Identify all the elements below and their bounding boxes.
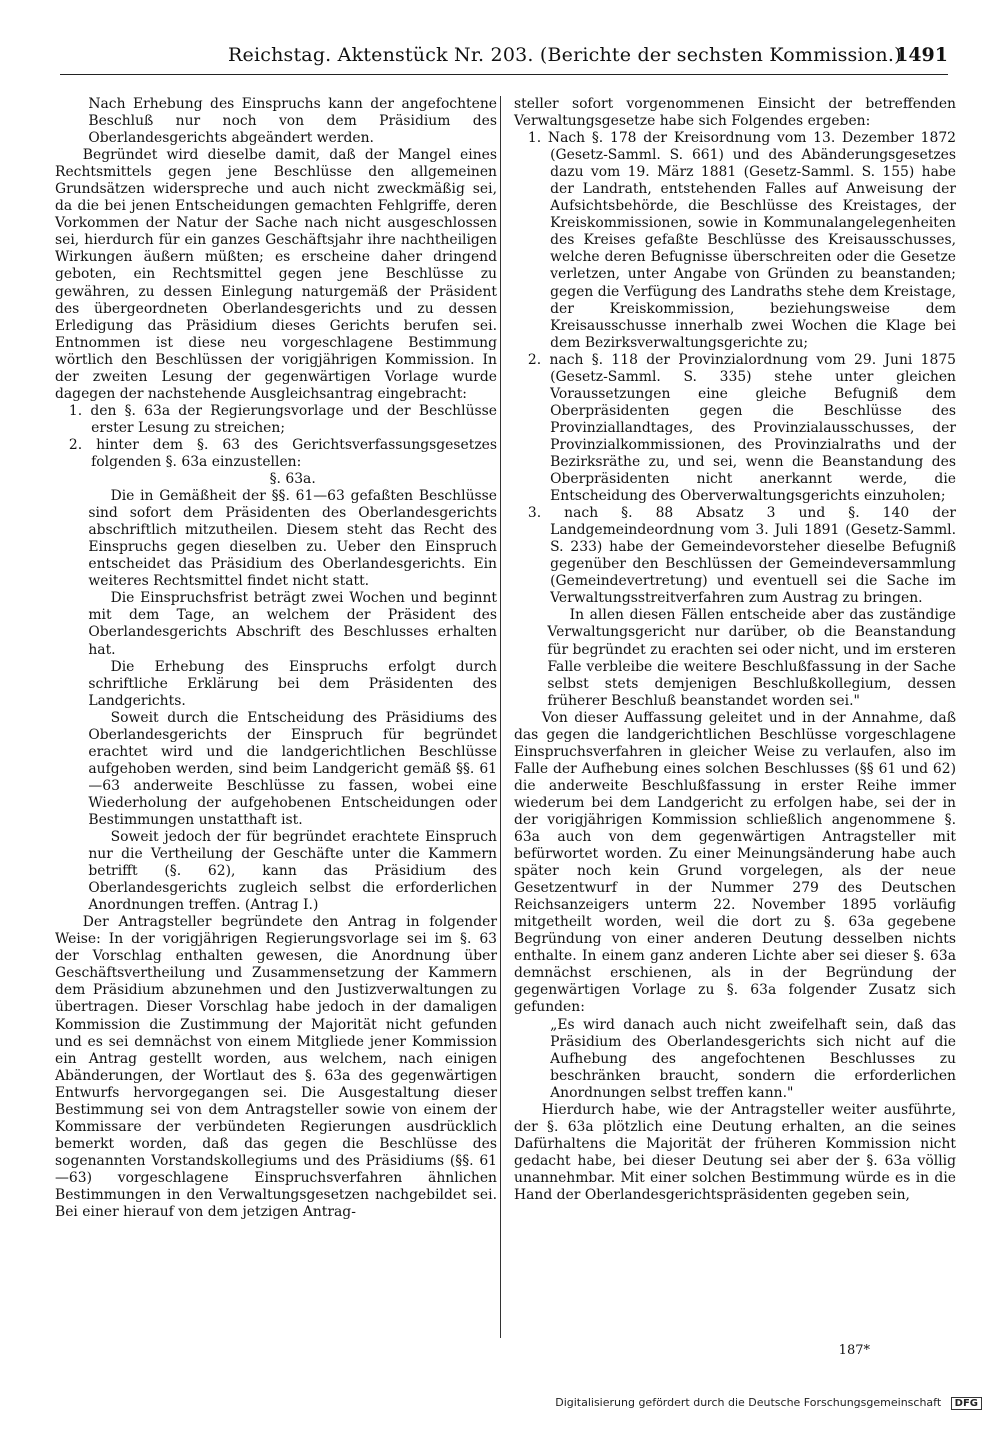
left-column <box>55 96 497 1221</box>
column-divider <box>500 96 501 1338</box>
sheet-signature: 187* <box>838 1343 870 1358</box>
paragraph: steller sofort vorgenommenen Einsicht der betreffenden Verwaltungsgesetze habe sich Folgendes ergeben: <box>514 96 956 130</box>
digitization-credit <box>555 1396 982 1410</box>
credit-text: Digitalisierung gefördert durch die Deutsche Forschungsgemeinschaft <box>555 1396 942 1409</box>
paragraph: Nach Erhebung des Einspruchs kann der angefochtene Beschluß nur noch von dem Präsidium des Oberlandesgerichts abgeändert werden. <box>88 96 497 147</box>
list-item: 1. den §. 63a der Regierungsvorlage und der Beschlüsse erster Lesung zu streichen; <box>68 402 497 436</box>
dfg-logo-icon: DFG <box>951 1397 982 1410</box>
list-item: 2. nach §. 118 der Provinzialordnung vom 29. Juni 1875 (Gesetz-Samml. S. 335) stehe unter gleichen Voraussetzungen eine gleiche Befugniß dem Oberpräsidenten gegen die Beschlüsse des Provinziallandtages, des Provinzialausschusses, der Provinzialkommissionen, des Provinzialraths und der Bezirksräthe zu, und sei, wenn die Beanstandung des Oberpräsidenten nicht anerkannt werde, die Entscheidung des Oberverwaltungsgerichts einzuholen; <box>527 351 956 505</box>
paragraph: Die Erhebung des Einspruchs erfolgt durch schriftliche Erklärung bei dem Präsidenten des Landgerichts. <box>88 658 497 709</box>
right-column <box>514 96 956 1204</box>
page-title: Reichstag. Aktenstück Nr. 203. (Berichte der sechsten Kommission.) <box>228 44 902 66</box>
header-rule <box>60 74 948 75</box>
list-item: 3. nach §. 88 Absatz 3 und §. 140 der Landgemeindeordnung vom 3. Juli 1891 (Gesetz-Samml. S. 233) habe der Gemeindevorsteher dieselbe Befugniß gegenüber den Beschlüssen der Gemeindeversammlung (Gemeindevertretung) und eventuell sei die Sache im Verwaltungsstreitverfahren zum Austrag zu bringen. <box>527 505 956 607</box>
paragraph: Der Antragsteller begründete den Antrag in folgender Weise: In der vorigjährigen Regierungsvorlage sei im §. 63 der Vorschlag enthalten gewesen, die Anordnung über Geschäftsvertheilung und Zusammensetzung der Kammern dem Präsidium abzunehmen und den Justizverwaltungen zu übertragen. Dieser Vorschlag habe jedoch in der damaligen Kommission die Zustimmung der Majorität nicht gefunden und es sei demnächst von einem Mitgliede jener Kommission ein Antrag gestellt worden, aus welchem, nach einigen Abänderungen, der Wortlaut des §. 63a des gegenwärtigen Entwurfs hervorgegangen sei. Die Ausgestaltung dieser Bestimmung sei von dem Antragsteller sowie von einem der Kommissare der verbündeten Regierungen ausdrücklich bemerkt worden, daß das gegen die Beschlüsse des sogenannten Vorstandskollegiums und des Präsidiums (§§. 61—63) vorgeschlagene Einspruchsverfahren ähnlichen Bestimmungen in den Verwaltungsgesetzen nachgebildet sei. Bei einer hierauf von dem jetzigen Antrag- <box>55 914 497 1221</box>
paragraph: In allen diesen Fällen entscheide aber das zuständige Verwaltungsgericht nur darüber, ob die Beanstandung für begründet zu erachten sei oder nicht, und im ersteren Falle verbleibe die weitere Beschlußfassung in der Sache selbst stets demjenigen Beschlußkollegium, dessen früherer Beschluß beanstandet worden sei." <box>547 607 956 709</box>
list-item: 1. Nach §. 178 der Kreisordnung vom 13. Dezember 1872 (Gesetz-Samml. S. 661) und des Abänderungsgesetzes dazu vom 19. März 1881 (Gesetz-Samml. S. 155) habe der Landrath, entstehenden Falles auf Anweisung der Aufsichtsbehörde, die Beschlüsse des Kreistages, der Kreiskommissionen, sowie in Kommunalangelegenheiten des Kreises gefaßte Beschlüsse des Kreisausschusses, welche deren Befugnisse überschreiten oder die Gesetze verletzen, unter Angabe von Gründen zu beanstanden; gegen die Verfügung des Landraths stehe dem Kreistage, der Kreiskommission, beziehungsweise dem Kreisausschusse innerhalb zwei Wochen die Klage bei dem Bezirksverwaltungsgerichte zu; <box>527 130 956 351</box>
paragraph: Von dieser Auffassung geleitet und in der Annahme, daß das gegen die landgerichtlichen Beschlüsse vorgeschlagene Einspruchsverfahren in gleicher Weise zu verlaufen, also im Falle der Aufhebung eines solchen Beschlusses (§§ 61 und 62) die anderweite Beschlußfassung in erster Reihe immer wiederum bei dem Landgericht zu erfolgen habe, sei der in der vorigjährigen Kommission schließlich angenommene §. 63a auch von dem gegenwärtigen Antragsteller mit befürwortet worden. Zu einer Meinungsänderung habe auch später noch kein Grund vorgelegen, als der neue Gesetzentwurf in der Nummer 279 des Deutschen Reichsanzeigers unterm 22. November 1895 vorläufig mitgetheilt worden, weil die dort zu §. 63a gegebene Begründung von einer anderen Deutung desselben nichts enthalte. In einem ganz anderen Lichte aber sei dieser §. 63a demnächst erschienen, als in der Begründung der gegenwärtigen Vorlage zu §. 63a folgender Zusatz sich gefunden: <box>514 709 956 1016</box>
paragraph: Die in Gemäßheit der §§. 61—63 gefaßten Beschlüsse sind sofort dem Präsidenten des Oberlandesgerichts abschriftlich mitzutheilen. Diesem steht das Recht des Einspruchs gegen dieselben zu. Ueber den Einspruch entscheidet das Präsidium des Oberlandesgerichts. Ein weiteres Rechtsmittel findet nicht statt. <box>88 488 497 590</box>
paragraph: Begründet wird dieselbe damit, daß der Mangel eines Rechtsmittels gegen jene Beschlüsse den allgemeinen Grundsätzen widerspreche und auch nicht zweckmäßig sei, da die bei jenen Entscheidungen gemachten Fehlgriffe, deren Vorkommen der Natur der Sache nach nicht ausgeschlossen sei, hierdurch für ein ganzes Geschäftsjahr ihre nachtheiligen Wirkungen äußern müßten; es erscheine daher dringend geboten, ein Rechtsmittel gegen jene Beschlüsse zu gewähren, zu dessen Einlegung naturgemäß der Präsident des übergeordneten Oberlandesgerichts und zu dessen Erledigung das Präsidium dieses Gerichts berufen sei. Entnommen ist diese neu vorgeschlagene Bestimmung wörtlich den Beschlüssen der vorigjährigen Kommission. In der zweiten Lesung der gegenwärtigen Vorlage wurde dagegen der nachstehende Ausgleichsantrag eingebracht: <box>55 147 497 402</box>
paragraph: Die Einspruchsfrist beträgt zwei Wochen und beginnt mit dem Tage, an welchem der Präsident des Oberlandesgerichts Abschrift des Beschlusses erhalten hat. <box>88 590 497 658</box>
section-heading: §. 63a. <box>269 471 316 488</box>
page-header <box>60 38 948 80</box>
quotation: „Es wird danach auch nicht zweifelhaft sein, daß das Präsidium des Oberlandesgerichts sich nicht auf die Aufhebung des angefochtenen Beschlusses zu beschränken braucht, sondern die erforderlichen Anordnungen selbst treffen kann." <box>550 1016 956 1101</box>
list-item: 2. hinter dem §. 63 des Gerichtsverfassungsgesetzes folgenden §. 63a einzustellen: <box>68 436 497 470</box>
paragraph: Hierdurch habe, wie der Antragsteller weiter ausführte, der §. 63a plötzlich eine Deutung erhalten, an die seines Dafürhaltens die Majorität der früheren Kommission nicht gedacht habe, bei dieser Deutung sei aber der §. 63a völlig unannehmbar. Mit einer solchen Bestimmung würde es in die Hand der Oberlandesgerichtspräsidenten gegeben sein, <box>514 1101 956 1203</box>
page-number: 1491 <box>895 44 948 66</box>
paragraph: Soweit jedoch der für begründet erachtete Einspruch nur die Vertheilung der Geschäfte unter die Kammern betrifft (§. 62), kann das Präsidium des Oberlandesgerichts zugleich selbst die erforderlichen Anordnungen treffen. (Antrag I.) <box>88 829 497 914</box>
paragraph: Soweit durch die Entscheidung des Präsidiums des Oberlandesgerichts der Einspruch für begründet erachtet wird und die landgerichtlichen Beschlüsse aufgehoben werden, sind beim Landgericht gemäß §§. 61—63 anderweite Beschlüsse zu fassen, wobei eine Wiederholung der aufgehobenen Entscheidungen oder Bestimmungen unstatthaft ist. <box>88 709 497 828</box>
